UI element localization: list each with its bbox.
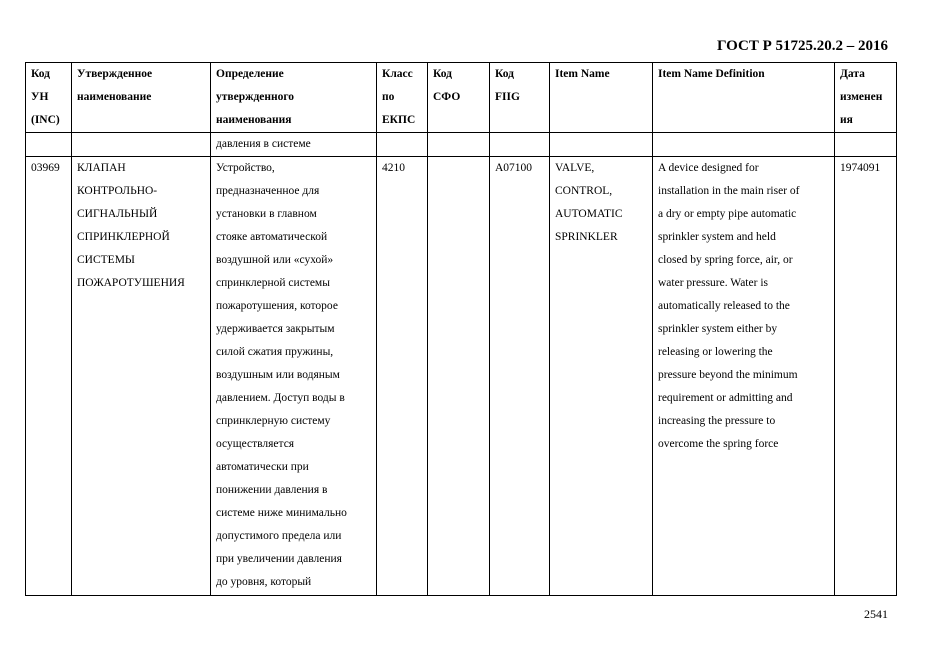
- cell-definition-continuation: давления в системе: [211, 133, 377, 157]
- cell-empty: [72, 133, 211, 157]
- table-row: [26, 157, 897, 596]
- column-header-inc: Код УН (INC): [26, 63, 72, 133]
- cell-change-date: 1974091: [835, 157, 897, 596]
- cell-item-name: VALVE, CONTROL, AUTOMATIC SPRINKLER: [550, 157, 653, 596]
- cell-fiig-code: A07100: [490, 157, 550, 596]
- table-header-row: [26, 63, 897, 133]
- cell-ekps-class: 4210: [377, 157, 428, 596]
- cell-empty: [653, 133, 835, 157]
- column-header-ekps-class: Класс по ЕКПС: [377, 63, 428, 133]
- document-title: ГОСТ Р 51725.20.2 – 2016: [716, 38, 888, 54]
- cell-definition: Устройство, предназначенное для установки в главном стояке автоматической воздушной или «сухой» спринклерной системы пожаротушения, которое удерживается закрытым силой сжатия пружины, воздушным или водяным давлением. Доступ воды в спринклерную систему осуществляется автоматически при понижении давления в системе ниже минимально допустимого предела или при увеличении давления до уровня, который: [211, 157, 377, 596]
- column-header-change-date: Дата изменен ия: [835, 63, 897, 133]
- cell-item-name-definition: A device designed for installation in the main riser of a dry or empty pipe automatic sprinkler system and held closed by spring force, air, or water pressure. Water is automatically released to the sprinkler system either by releasing or lowering the pressure beyond the minimum requirement or admitting and increasing the pressure to overcome the spring force: [653, 157, 835, 596]
- cell-empty: [26, 133, 72, 157]
- page-number: 2541: [864, 607, 888, 621]
- cell-empty: [835, 133, 897, 157]
- table-row-continuation: [26, 133, 897, 157]
- cell-empty: [377, 133, 428, 157]
- column-header-definition: Определение утвержденного наименования: [211, 63, 377, 133]
- cell-inc: 03969: [26, 157, 72, 596]
- catalog-table: [25, 62, 897, 596]
- column-header-approved-name: Утвержденное наименование: [72, 63, 211, 133]
- cell-approved-name: КЛАПАН КОНТРОЛЬНО- СИГНАЛЬНЫЙ СПРИНКЛЕРНОЙ СИСТЕМЫ ПОЖАРОТУШЕНИЯ: [72, 157, 211, 596]
- cell-empty: [550, 133, 653, 157]
- column-header-sfo-code: Код СФО: [428, 63, 490, 133]
- cell-empty: [490, 133, 550, 157]
- cell-empty: [428, 133, 490, 157]
- cell-sfo-code: [428, 157, 490, 596]
- column-header-fiig-code: Код FIIG: [490, 63, 550, 133]
- column-header-item-name: Item Name: [550, 63, 653, 133]
- column-header-item-name-definition: Item Name Definition: [653, 63, 835, 133]
